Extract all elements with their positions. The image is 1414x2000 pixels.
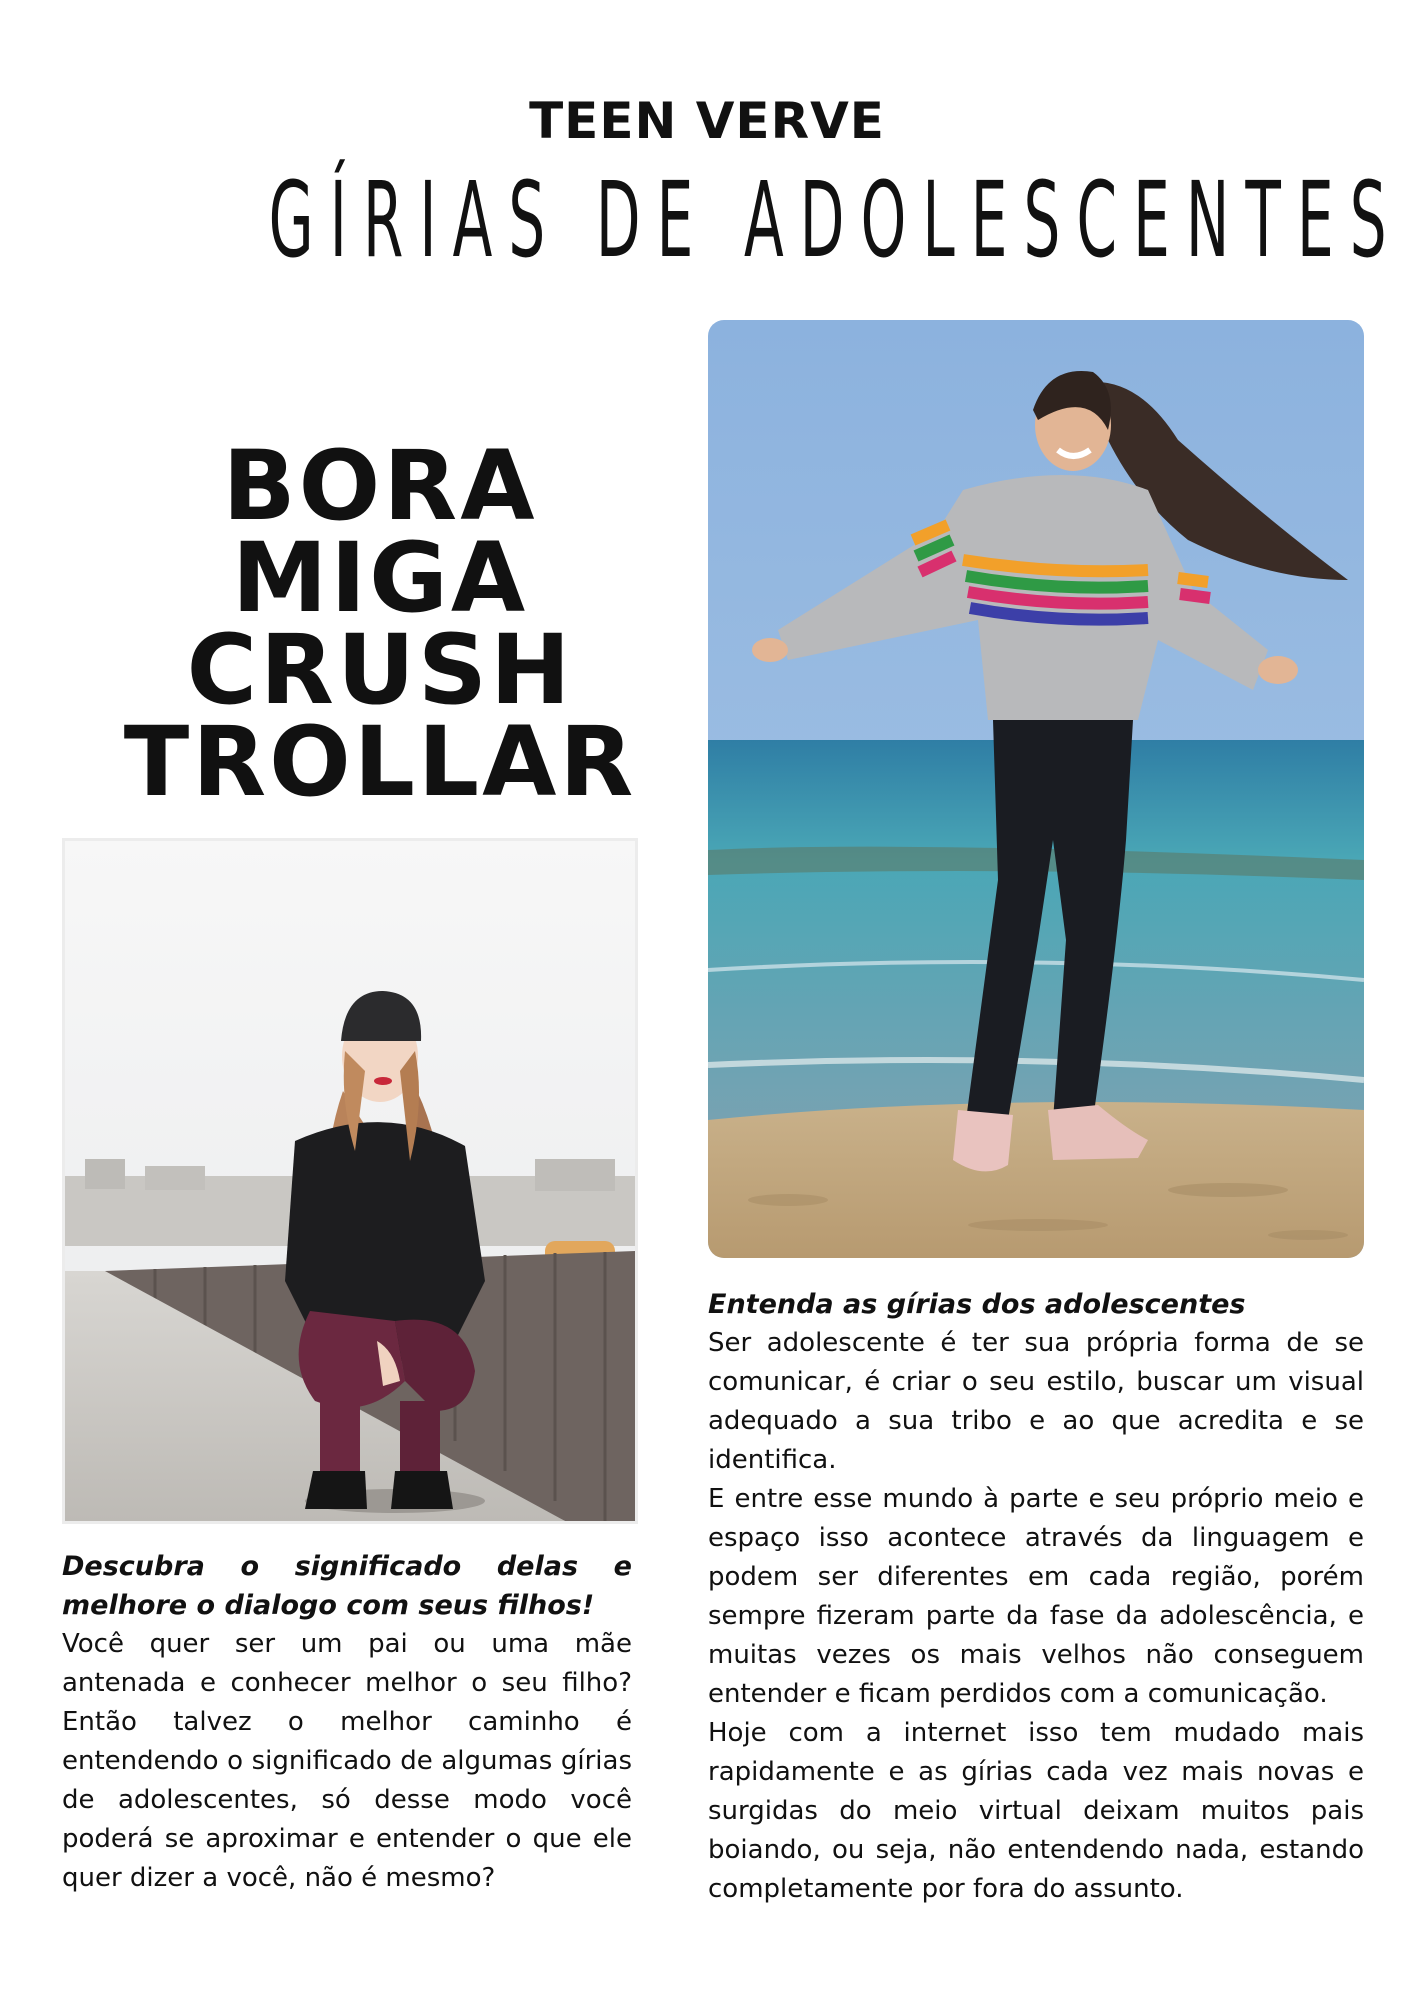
slang-word: MIGA — [231, 522, 529, 634]
slang-word: CRUSH — [186, 614, 574, 726]
photo-crouching-woman — [62, 838, 638, 1524]
left-article-lead: Descubra o significado delas e melhore o dialogo com seus filhos! — [62, 1551, 632, 1621]
right-article-paragraph: Ser adolescente é ter sua própria forma de se comunicar, é criar o seu estilo, buscar um visual adequado a sua tribo e ao que acredita e se identifica. — [708, 1328, 1364, 1475]
right-article-paragraph: E entre esse mundo à parte e seu próprio meio e espaço isso acontece através da linguagem e podem ser diferentes em cada região, porém sempre fizeram parte da fase da adolescência, e muitas vezes os mais velhos não conseguem entender e ficam perdidos com a comunicação. — [708, 1484, 1364, 1709]
page-headline: GÍRIAS DE ADOLESCENTES — [268, 159, 1403, 281]
slang-word-list — [60, 430, 700, 818]
left-article — [62, 1547, 632, 1898]
photo-jumping-girl-beach — [708, 320, 1364, 1258]
right-article — [708, 1285, 1364, 1909]
slang-word: BORA — [222, 430, 538, 542]
slang-word: TROLLAR — [123, 706, 637, 818]
left-article-body: Você quer ser um pai ou uma mãe antenada e conhecer melhor o seu filho? Então talvez o melhor caminho é entendendo o significado de algumas gírias de adolescentes, só desse modo você poderá se aproximar e entender o que ele quer dizer a você, não é mesmo? — [62, 1629, 632, 1893]
magazine-brand: TEEN VERVE — [529, 92, 885, 150]
right-article-paragraph: Hoje com a internet isso tem mudado mais rapidamente e as gírias cada vez mais novas e surgidas do meio virtual deixam muitos pais boiando, ou seja, não entendendo nada, estando completamente por fora do assunto. — [708, 1718, 1364, 1904]
right-article-lead: Entenda as gírias dos adolescentes — [708, 1289, 1246, 1320]
